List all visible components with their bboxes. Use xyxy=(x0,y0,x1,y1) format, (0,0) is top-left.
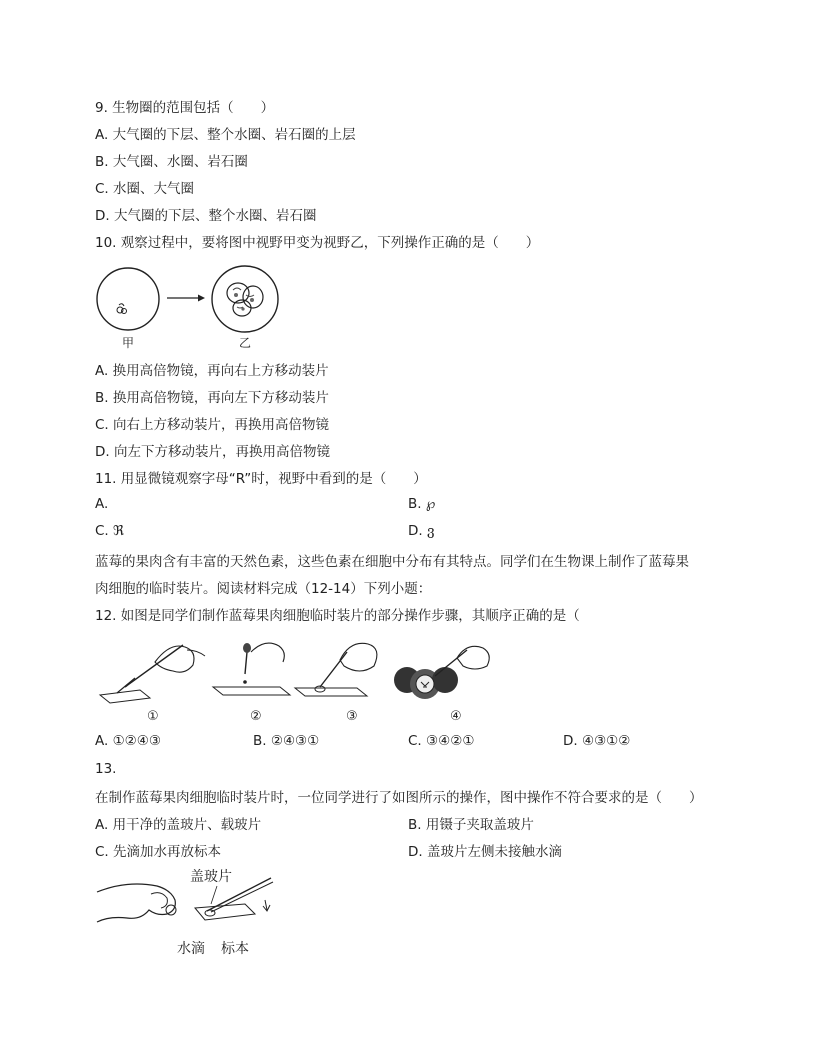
q13-option-b: B. 用镊子夹取盖玻片 xyxy=(408,817,534,833)
passage-line-2: 肉细胞的临时装片。阅读材料完成（12-14）下列小题： xyxy=(95,581,432,597)
q11-option-d xyxy=(408,523,435,539)
q12-option-d: D. ④③①② xyxy=(563,733,631,749)
q12-option-b: B. ②④③① xyxy=(253,733,320,749)
step1-label: ① xyxy=(147,709,159,724)
q10-option-d: D. 向左下方移动装片，再换用高倍物镜 xyxy=(95,444,330,460)
q9-option-a: A. 大气圈的下层、整个水圈、岩石圈的上层 xyxy=(95,127,356,143)
q12-option-c: C. ③④②① xyxy=(408,733,475,749)
label-specimen: 标本 xyxy=(221,941,249,957)
arrow-head xyxy=(198,295,205,302)
step3-drawing xyxy=(295,643,377,696)
q12-stem: 12. 如图是同学们制作蓝莓果肉细胞临时装片的部分操作步骤，其顺序正确的是（ xyxy=(95,608,580,624)
label-water-drop: 水滴 xyxy=(177,941,205,957)
step1-drawing xyxy=(100,645,205,703)
step4-drawing xyxy=(394,646,489,699)
q13-stem: 在制作蓝莓果肉细胞临时装片时，一位同学进行了如图所示的操作，图中操作不符合要求的是（ ） xyxy=(95,790,703,806)
label-cover-slip: 盖玻片 xyxy=(190,869,232,885)
q13-option-d: D. 盖玻片左侧未接触水滴 xyxy=(408,844,562,860)
q11-option-c xyxy=(95,523,124,539)
step2-label: ② xyxy=(250,709,262,724)
q11-option-c-label: C. xyxy=(95,523,109,539)
q11-stem: 11. 用显微镜观察字母“R”时，视野中看到的是（ ） xyxy=(95,471,427,487)
q13-option-c: C. 先滴加水再放标本 xyxy=(95,844,222,860)
q10-option-a: A. 换用高倍物镜，再向右上方移动装片 xyxy=(95,363,329,379)
q9-option-c: C. 水圈、大气圈 xyxy=(95,181,195,197)
q12-procedure-figure xyxy=(95,632,515,726)
field-jia-circle xyxy=(97,268,159,330)
q10-option-c: C. 向右上方移动装片，再换用高倍物镜 xyxy=(95,417,330,433)
field-yi-label: 乙 xyxy=(239,336,252,350)
field-yi-circle xyxy=(212,266,278,332)
q11-option-d-glyph: ვ xyxy=(426,523,435,539)
q12-option-a: A. ①②④③ xyxy=(95,733,161,749)
q11-option-a: A. xyxy=(95,496,109,512)
q9-stem: 9. 生物圈的范围包括（ ） xyxy=(95,100,275,116)
arrow-icon xyxy=(263,900,270,911)
q11-option-b xyxy=(408,496,435,512)
step3-label: ③ xyxy=(346,709,358,724)
q13-number: 13. xyxy=(95,761,117,777)
passage-line-1: 蓝莓的果肉含有丰富的天然色素，这些色素在细胞中分布有其特点。同学们在生物课上制作了蓝莓果 xyxy=(95,554,689,570)
q11-option-d-label: D. xyxy=(408,523,423,539)
q10-microscope-fields-figure xyxy=(95,259,295,351)
small-cell-icon xyxy=(117,304,127,314)
q11-option-b-label: B. xyxy=(408,496,422,512)
magnified-cells-icon xyxy=(227,283,263,316)
q10-option-b: B. 换用高倍物镜，再向左下方移动装片 xyxy=(95,390,329,406)
hand-drawing xyxy=(97,884,176,922)
q11-option-c-glyph: ℜ xyxy=(113,523,125,539)
q13-option-a: A. 用干净的盖玻片、载玻片 xyxy=(95,817,262,833)
q13-coverslip-figure xyxy=(95,864,285,960)
q10-stem: 10. 观察过程中，要将图中视野甲变为视野乙，下列操作正确的是（ ） xyxy=(95,235,540,251)
q9-option-b: B. 大气圈、水圈、岩石圈 xyxy=(95,154,248,170)
q11-option-b-glyph: ℘ xyxy=(425,496,436,512)
step2-drawing xyxy=(213,643,290,695)
q9-option-d: D. 大气圈的下层、整个水圈、岩石圈 xyxy=(95,208,317,224)
step4-label: ④ xyxy=(450,709,462,724)
slide-drawing xyxy=(195,904,255,920)
field-jia-label: 甲 xyxy=(122,336,135,350)
